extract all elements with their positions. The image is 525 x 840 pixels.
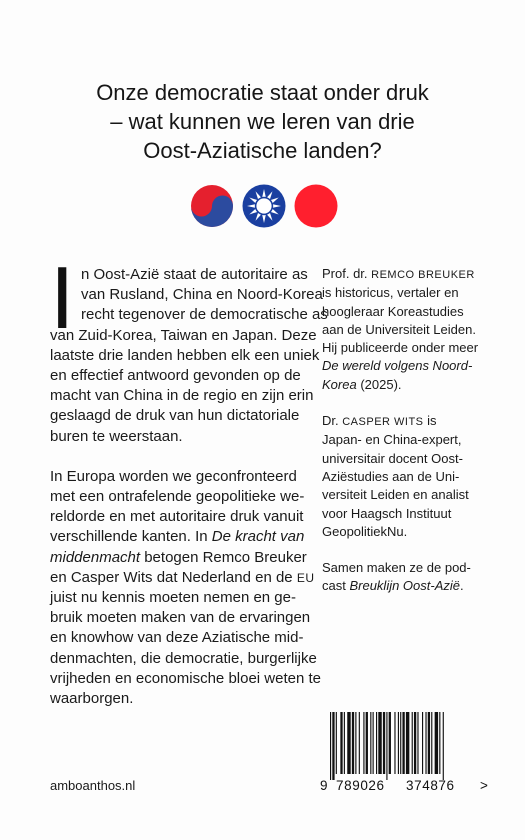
bio-line: voor Haagsch Instituut [322,505,452,521]
barcode-bar [336,712,337,774]
author-bio [322,265,492,596]
text-line: n Oost-Azië staat de autoritaire as [81,266,308,283]
bio-line [322,412,492,431]
barcode-bar [332,712,334,780]
bio-line: GeopolitiekNu. [322,523,408,539]
bio-line [322,376,492,394]
barcode-bar [378,712,381,774]
barcode-bar [373,712,374,774]
book-title-italic: Korea [322,376,357,392]
barcode-bar [347,712,350,774]
barcode-bar [355,712,356,774]
barcode-bar [431,712,432,774]
barcode-bar [412,712,413,774]
author-title: Dr. [322,413,343,429]
barcode-bar [439,712,440,774]
text-line: van Zuid-Korea, Taiwan en Japan. Deze [50,326,317,344]
barcode-bar [389,712,391,774]
text-segment: (2025). [356,376,402,392]
taiwan-sun-icon [242,184,286,228]
barcode-bar [344,712,345,774]
isbn-prefix: 9 [320,778,329,793]
barcode-bar [443,712,444,780]
barcode-bar [366,712,368,774]
bio-line: versiteit Leiden en analist [322,487,469,503]
book-title-italic: De kracht van [211,528,305,546]
text-line: In Europa worden we geconfronteerd [50,467,297,485]
text-line: laatste drie landen hebben elk een uniek [50,346,320,364]
publisher-website[interactable]: amboanthos.nl [50,778,136,793]
headline-line-2: – wat kunnen we leren van drie [110,109,415,134]
text-line [50,527,308,547]
isbn-group-1: 789026 [336,778,385,793]
bio-line: Hij publiceerde onder meer [322,340,479,356]
text-line: denmachten, die democratie, burgerlijke [50,649,317,667]
text-segment: en Casper Wits dat Nederland en de [50,568,297,586]
barcode-bar [394,712,395,774]
eu-smallcaps: EU [296,570,315,585]
text-line: reldorde en met autoritaire druk vanuit [50,508,304,526]
text-line: geslaagd de druk van hun dictatoriale [50,407,300,425]
text-line [50,568,315,588]
text-line: en effectief antwoord gevonden op de [50,367,301,385]
bio-line: aan de Universiteit Leiden. [322,321,476,337]
text-segment: is [423,413,437,429]
korea-taegeuk-icon [190,184,234,228]
text-line: met een ontrafelende geopolitieke we- [50,488,305,506]
bio-line [322,357,492,375]
barcode-bar [417,712,418,774]
book-title-italic: De wereld volgens Noord- [322,358,473,374]
barcode-bar [422,712,423,774]
bio-line: hoogleraar Koreastudies [322,303,464,319]
isbn-suffix: > [480,778,489,793]
text-segment: cast [322,578,350,594]
bio-line [322,577,492,595]
barcode-bar [386,712,387,780]
japan-sun-icon [294,184,338,228]
barcode-bars [320,712,492,782]
barcode-bar [406,712,409,774]
headline-line-1: Onze democratie staat onder druk [96,80,429,105]
barcode-bar [359,712,360,774]
text-line: bruik moeten maken van de ervaringen [50,609,311,627]
barcode-bar [435,712,438,774]
barcode-bar [340,712,342,774]
bio-line [322,265,492,284]
headline-line-3: Oost-Aziatische landen? [143,138,382,163]
text-segment: . [460,578,464,594]
text-line: en knowhow van deze Aziatische mid- [50,629,304,647]
text-segment: betogen Remco Breuker [140,548,307,566]
barcode-bar [414,712,416,774]
bio-line: is historicus, vertaler en [322,285,459,301]
headline [40,78,485,165]
text-line: macht van China in de regio en zijn erin [50,387,314,405]
text-line: vrijheden en economische bloei weten te [50,669,322,687]
bio-line: Japan- en China-expert, [322,432,462,448]
text-line: recht tegenover de democratische as [81,306,328,324]
podcast-title-italic: Breuklijn Oost-Azië [349,578,461,594]
bio-line: Samen maken ze de pod- [322,560,471,576]
barcode-bar [428,712,430,774]
barcode-bar [402,712,404,774]
barcode-bar [376,712,377,774]
main-text [50,265,328,709]
barcode-bar [398,712,399,774]
isbn-group-2: 374876 [406,778,455,793]
barcode-bar [330,712,331,780]
barcode-bar [425,712,426,774]
isbn-number [320,778,492,796]
barcode-bar [383,712,385,774]
bio-line: universitair docent Oost- [322,450,463,466]
author-name: CASPER WITS [342,416,424,429]
text-line: juist nu kennis moeten nemen en ge- [50,589,296,607]
barcode-bar [352,712,354,774]
bio-line: Aziëstudies aan de Uni- [322,468,460,484]
text-line [50,548,308,568]
barcode [320,712,492,804]
barcode-bar [400,712,401,774]
barcode-bar [370,712,371,774]
symbol-row [190,184,340,234]
book-title-italic: middenmacht [50,548,141,566]
text-line: waarborgen. [50,690,134,708]
dropcap: I [50,266,75,328]
author-name: REMCO BREUKER [371,269,475,281]
text-line: van Rusland, China en Noord-Korea [81,286,323,304]
text-line: buren te weerstaan. [50,427,183,445]
barcode-bar [363,712,364,774]
text-segment: verschillende kanten. In [50,528,212,546]
author-title: Prof. dr. [322,266,372,281]
